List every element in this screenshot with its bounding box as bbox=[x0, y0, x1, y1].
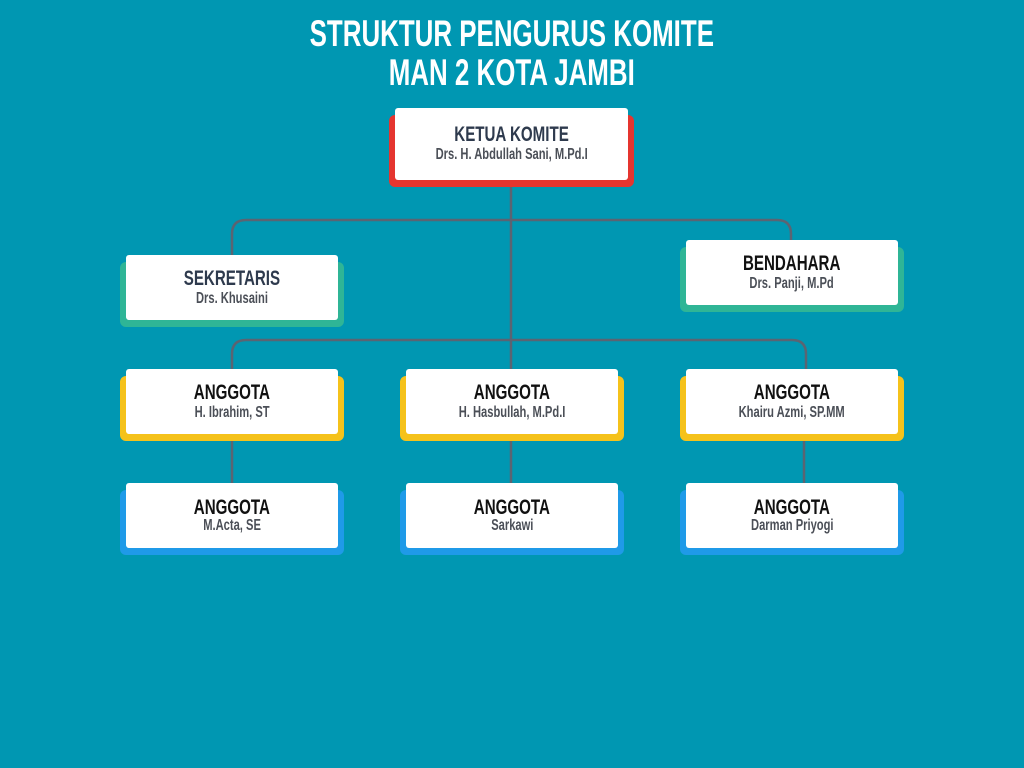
node-ketua-komite bbox=[395, 108, 628, 180]
node-anggota-4 bbox=[126, 483, 338, 548]
node-anggota-1 bbox=[126, 369, 338, 434]
node-person-name: H. Ibrahim, ST bbox=[194, 403, 270, 421]
node-card bbox=[126, 369, 338, 434]
node-person-name: M.Acta, SE bbox=[203, 516, 261, 534]
node-person-name: Sarkawi bbox=[490, 516, 534, 534]
node-anggota-5 bbox=[406, 483, 618, 548]
node-person-name: Drs. Khusaini bbox=[196, 289, 268, 307]
node-person-name: Drs. H. Abdullah Sani, M.Pd.I bbox=[435, 146, 588, 163]
node-anggota-2 bbox=[406, 369, 618, 434]
node-card bbox=[686, 369, 898, 434]
node-card bbox=[686, 240, 898, 305]
node-bendahara bbox=[686, 240, 898, 305]
node-person-name: H. Hasbullah, M.Pd.I bbox=[458, 403, 566, 421]
node-card bbox=[406, 369, 618, 434]
node-person-name: Drs. Panji, M.Pd bbox=[749, 274, 835, 292]
node-role: ANGGOTA bbox=[753, 380, 831, 404]
node-role: KETUA KOMITE bbox=[454, 123, 569, 146]
node-person-name: Darman Priyogi bbox=[750, 516, 834, 534]
node-role: SEKRETARIS bbox=[183, 266, 281, 290]
chart-title-line-2: MAN 2 KOTA JAMBI bbox=[388, 52, 636, 93]
connector-anggota-row1 bbox=[232, 340, 806, 369]
node-anggota-3 bbox=[686, 369, 898, 434]
node-card bbox=[126, 483, 338, 548]
chart-title-line-1: STRUKTUR PENGURUS KOMITE bbox=[309, 13, 715, 54]
node-role: BENDAHARA bbox=[743, 251, 841, 275]
node-card bbox=[395, 108, 628, 180]
node-role: ANGGOTA bbox=[473, 495, 551, 519]
node-role: ANGGOTA bbox=[193, 380, 271, 404]
node-role: ANGGOTA bbox=[473, 380, 551, 404]
node-sekretaris bbox=[126, 255, 338, 320]
node-card bbox=[126, 255, 338, 320]
node-card bbox=[406, 483, 618, 548]
node-anggota-6 bbox=[686, 483, 898, 548]
node-card bbox=[686, 483, 898, 548]
node-role: ANGGOTA bbox=[753, 495, 831, 519]
node-person-name: Khairu Azmi, SP.MM bbox=[738, 403, 846, 421]
node-role: ANGGOTA bbox=[193, 495, 271, 519]
